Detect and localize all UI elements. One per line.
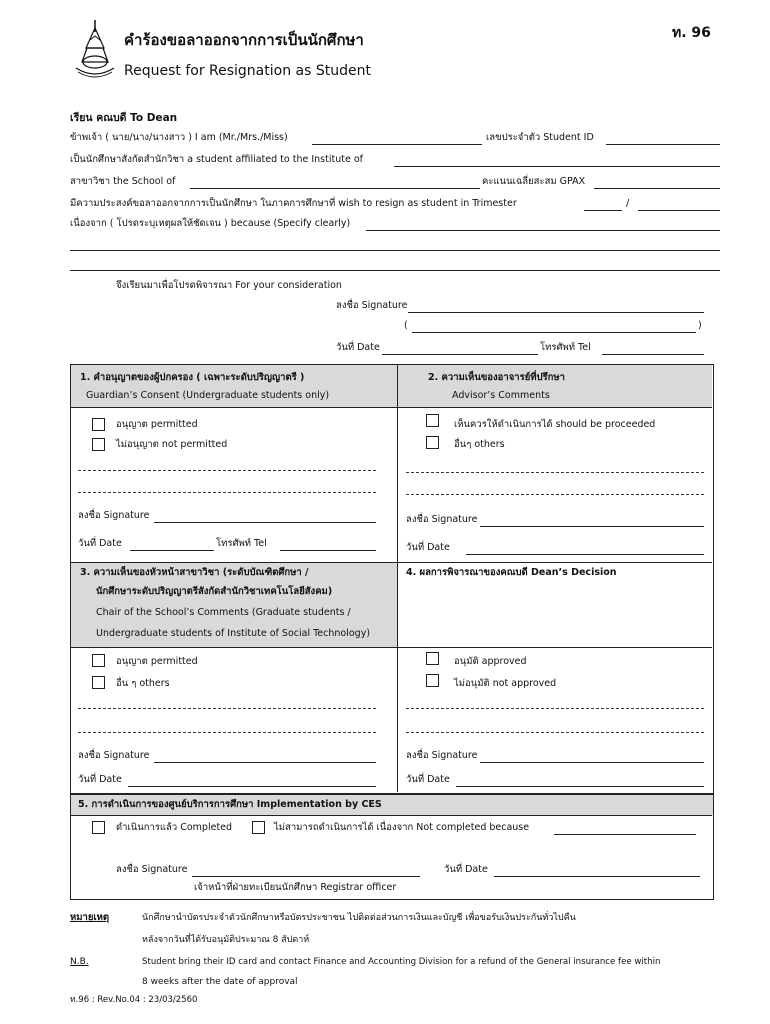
- section3-comment-line-1[interactable]: [78, 708, 376, 709]
- note-english-text-1: Student bring their ID card and contact Finance and Accounting Division for a refund of the General insurance fee within: [142, 957, 661, 967]
- section2-signature-label: ลงชื่อ Signature: [406, 514, 478, 525]
- requester-date-label: วันที่ Date: [336, 342, 380, 353]
- section5-title: 5. การดำเนินการของศูนย์บริการการศึกษา Implementation by CES: [78, 799, 382, 810]
- section3-signature-field[interactable]: [154, 762, 376, 763]
- name-label: ข้าพเจ้า ( นาย/นาง/นางสาว ) I am (Mr./Mrs./Miss): [70, 132, 288, 143]
- paren-open: (: [404, 320, 408, 331]
- table-divider-1: [71, 407, 712, 408]
- section4-approved-checkbox[interactable]: [426, 652, 439, 665]
- note-thai-text-1: นักศึกษานำบัตรประจำตัวนักศึกษาหรือบัตรประชาชน ไปติดต่อส่วนการเงินและบัญชี เพื่อขอรับเงินประกันทั่วไปคืน: [142, 913, 576, 923]
- section2-title-thai: 2. ความเห็นของอาจารย์ที่ปรึกษา: [428, 372, 566, 383]
- section2-date-field[interactable]: [466, 554, 704, 555]
- reason-field-2[interactable]: [70, 250, 720, 251]
- section3-date-label: วันที่ Date: [78, 774, 122, 785]
- section4-date-field[interactable]: [456, 786, 704, 787]
- school-field[interactable]: [190, 188, 480, 189]
- section1-comment-line-2[interactable]: [78, 492, 376, 493]
- section4-signature-label: ลงชื่อ Signature: [406, 750, 478, 761]
- note-english-label: N.B.: [70, 957, 89, 967]
- section4-date-label: วันที่ Date: [406, 774, 450, 785]
- student-id-label: เลขประจำตัว Student ID: [486, 132, 594, 143]
- institute-field[interactable]: [394, 166, 720, 167]
- section4-not-approved-label: ไม่อนุมัติ not approved: [454, 678, 557, 689]
- table-column-divider: [397, 365, 398, 792]
- reason-label: เนื่องจาก ( โปรดระบุเหตุผลให้ชัดเจน ) because (Specify clearly): [70, 218, 351, 229]
- section2-comment-line-2[interactable]: [406, 494, 704, 495]
- form-code: ท. 96: [672, 25, 711, 41]
- section4-comment-line-1[interactable]: [406, 708, 704, 709]
- section1-title-english: Guardian’s Consent (Undergraduate students only): [86, 390, 330, 401]
- section3-permitted-checkbox[interactable]: [92, 654, 105, 667]
- section4-comment-line-2[interactable]: [406, 732, 704, 733]
- section3-title-english-2: Undergraduate students of Institute of Social Technology): [96, 628, 371, 639]
- section1-tel-label: โทรศัพท์ Tel: [216, 538, 267, 549]
- section3-title-thai-1: 3. ความเห็นของหัวหน้าสาขาวิชา (ระดับบัณฑิตศึกษา /: [80, 567, 309, 578]
- requester-date-field[interactable]: [382, 354, 538, 355]
- student-id-field[interactable]: [606, 144, 720, 145]
- section3-title-thai-2: นักศึกษาระดับปริญญาตรีสังกัดสำนักวิชาเทคโนโลยีสังคม): [96, 586, 333, 597]
- table-divider-3: [71, 647, 712, 648]
- reason-field-1[interactable]: [366, 230, 720, 231]
- section5-divider: [71, 815, 712, 816]
- gpax-field[interactable]: [594, 188, 720, 189]
- section1-date-label: วันที่ Date: [78, 538, 122, 549]
- section3-title-english-1: Chair of the School’s Comments (Graduate students /: [96, 607, 351, 618]
- section4-signature-field[interactable]: [480, 762, 704, 763]
- section5-date-label: วันที่ Date: [444, 864, 488, 875]
- section5-officer-label: เจ้าหน้าที่ฝ่ายทะเบียนนักศึกษา Registrar officer: [194, 882, 397, 893]
- title-thai: คำร้องขอลาออกจากการเป็นนักศึกษา: [124, 31, 364, 49]
- reason-field-3[interactable]: [70, 270, 720, 271]
- requester-signature-label: ลงชื่อ Signature: [336, 300, 408, 311]
- section2-comment-line-1[interactable]: [406, 472, 704, 473]
- requester-tel-field[interactable]: [602, 354, 704, 355]
- section1-not-permitted-label: ไม่อนุญาต not permitted: [116, 439, 228, 450]
- trimester-field[interactable]: [584, 210, 622, 211]
- table-divider-2: [71, 562, 712, 563]
- school-label: สาขาวิชา the School of: [70, 176, 176, 187]
- addressee: เรียน คณบดี To Dean: [70, 112, 178, 124]
- paren-close: ): [698, 320, 702, 331]
- section5-completed-checkbox[interactable]: [92, 821, 105, 834]
- section3-date-field[interactable]: [128, 786, 376, 787]
- gpax-label: คะแนนเฉลี่ยสะสม GPAX: [482, 176, 586, 187]
- trimester-separator: /: [626, 198, 630, 209]
- trimester-label: มีความประสงค์ขอลาออกจากการเป็นนักศึกษา ในภาคการศึกษาที่ wish to resign as student in Trimester: [70, 198, 517, 209]
- section3-signature-label: ลงชื่อ Signature: [78, 750, 150, 761]
- note-thai-label: หมายเหตุ: [70, 912, 110, 923]
- section2-proceed-checkbox[interactable]: [426, 414, 439, 427]
- section4-approved-label: อนุมัติ approved: [454, 656, 527, 667]
- section2-others-label: อื่นๆ others: [454, 439, 505, 450]
- requester-tel-label: โทรศัพท์ Tel: [540, 342, 591, 353]
- section1-signature-field[interactable]: [154, 522, 376, 523]
- section1-comment-line-1[interactable]: [78, 470, 376, 471]
- academic-year-field[interactable]: [638, 210, 720, 211]
- section5-reason-field[interactable]: [554, 834, 696, 835]
- requester-printed-name-field[interactable]: [412, 332, 696, 333]
- section3-others-checkbox[interactable]: [92, 676, 105, 689]
- section5-signature-field[interactable]: [192, 876, 420, 877]
- section4-not-approved-checkbox[interactable]: [426, 674, 439, 687]
- section1-date-field[interactable]: [130, 550, 214, 551]
- section1-permitted-label: อนุญาต permitted: [116, 419, 198, 430]
- form-revision-footer: ท.96 : Rev.No.04 : 23/03/2560: [70, 995, 198, 1005]
- section1-permitted-checkbox[interactable]: [92, 418, 105, 431]
- name-field[interactable]: [312, 144, 482, 145]
- section5-not-completed-label: ไม่สามารถดำเนินการได้ เนื่องจาก Not completed because: [274, 822, 530, 833]
- section2-title-english: Advisor’s Comments: [452, 390, 550, 401]
- institute-label: เป็นนักศึกษาสังกัดสำนักวิชา a student affiliated to the Institute of: [70, 154, 363, 165]
- section2-others-checkbox[interactable]: [426, 436, 439, 449]
- section2-proceed-label: เห็นควรให้ดำเนินการได้ should be proceeded: [454, 419, 656, 430]
- section4-title: 4. ผลการพิจารณาของคณบดี Dean’s Decision: [406, 567, 617, 578]
- section1-not-permitted-checkbox[interactable]: [92, 438, 105, 451]
- consideration-text: จึงเรียนมาเพื่อโปรดพิจารณา For your consideration: [116, 280, 342, 291]
- section5-date-field[interactable]: [494, 876, 700, 877]
- requester-signature-field[interactable]: [408, 312, 704, 313]
- note-english-text-2: 8 weeks after the date of approval: [142, 977, 298, 987]
- section2-date-label: วันที่ Date: [406, 542, 450, 553]
- section5-signature-label: ลงชื่อ Signature: [116, 864, 188, 875]
- section1-title-thai: 1. คำอนุญาตของผู้ปกครอง ( เฉพาะระดับปริญญาตรี ): [80, 372, 305, 383]
- title-english: Request for Resignation as Student: [124, 63, 371, 79]
- university-logo: [72, 18, 118, 80]
- section2-signature-field[interactable]: [480, 526, 704, 527]
- section1-signature-label: ลงชื่อ Signature: [78, 510, 150, 521]
- section5-completed-label: ดำเนินการแล้ว Completed: [116, 822, 233, 833]
- note-thai-text-2: หลังจากวันที่ได้รับอนุมัติประมาณ 8 สัปดาห์: [142, 935, 310, 945]
- section1-tel-field[interactable]: [280, 550, 376, 551]
- section3-others-label: อื่น ๆ others: [116, 678, 170, 689]
- section3-permitted-label: อนุญาต permitted: [116, 656, 198, 667]
- section5-not-completed-checkbox[interactable]: [252, 821, 265, 834]
- section3-comment-line-2[interactable]: [78, 732, 376, 733]
